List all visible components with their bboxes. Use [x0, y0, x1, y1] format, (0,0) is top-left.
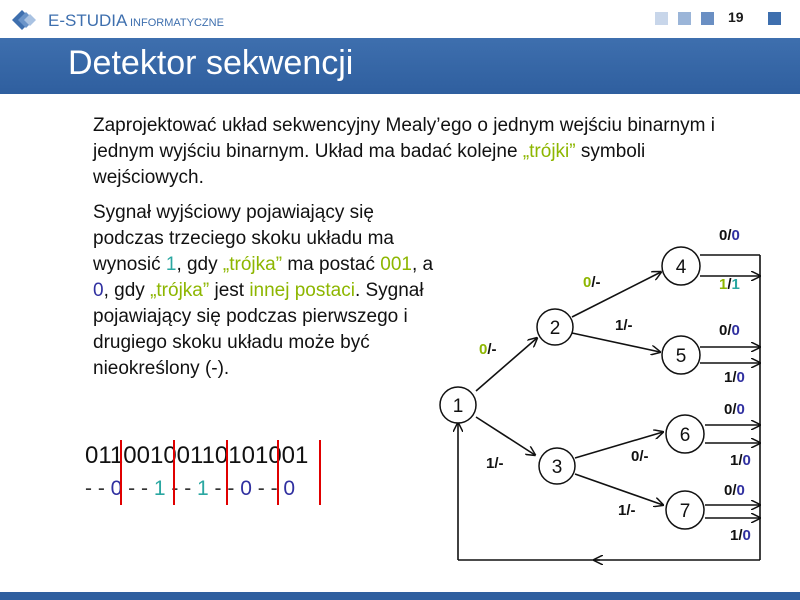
text: , gdy — [176, 254, 223, 275]
sequence-group: 001 — [268, 442, 309, 469]
text: . Sygnał pojawiający się podczas pierwszego i drugiego skoku układu może być nieokreślony (-). — [93, 280, 424, 379]
edge-2-5 — [572, 333, 660, 352]
edge-label: 1/0 — [730, 527, 751, 544]
dashes: - - — [165, 477, 198, 500]
dashes: - - — [85, 477, 111, 500]
text-highlight: „trójki” — [522, 141, 576, 162]
dashes: - - — [251, 477, 284, 500]
output-value: 0 — [283, 477, 296, 500]
sequence-group: 011 — [85, 442, 124, 469]
text: ma postać — [282, 254, 381, 275]
brand-main: E-STUDIA — [48, 11, 128, 30]
edge-label: 1/0 — [724, 369, 745, 386]
state-label: 2 — [549, 318, 561, 339]
text: symboli wejściowych. — [93, 141, 646, 188]
text: , gdy — [103, 280, 151, 301]
dashes: - - — [208, 477, 241, 500]
edge-label: 0/- — [631, 448, 649, 465]
edge-1-3 — [476, 417, 535, 455]
edge-3-6 — [575, 432, 663, 458]
dashes: - - — [122, 477, 154, 500]
output-value: 0 — [240, 477, 252, 500]
text-highlight: 0 — [93, 280, 104, 301]
text-highlight: 1 — [165, 254, 177, 275]
page-number: 19 — [728, 9, 744, 25]
slide-title: Detektor sekwencji — [68, 44, 354, 82]
edge-label: 1/- — [618, 502, 636, 519]
text: Sygnał wyjściowy pojawiający się podczas trzeciego skoku układu ma wynosić — [93, 202, 394, 275]
edge-label: 0/0 — [724, 482, 745, 499]
edge-label: 1/- — [486, 455, 504, 472]
output-value: 1 — [197, 477, 209, 500]
output-value: 0 — [110, 477, 123, 500]
state-label: 5 — [675, 346, 687, 367]
footer-bar — [0, 592, 800, 600]
text: jest — [209, 280, 250, 301]
sequence-group: 101 — [201, 442, 242, 469]
text-highlight: innej postaci — [249, 280, 355, 301]
state-label: 7 — [679, 501, 691, 522]
edge-label: 0/0 — [719, 227, 740, 244]
sequence-group: 001 — [163, 442, 202, 469]
state-label: 6 — [679, 425, 691, 446]
state-label: 3 — [551, 457, 563, 478]
edge-label: 1/1 — [719, 276, 740, 293]
output-value: 1 — [153, 477, 166, 500]
text-highlight: 001 — [380, 254, 412, 275]
text-highlight: „trójka” — [150, 280, 210, 301]
sequence-group: 01 — [241, 442, 269, 469]
edge-label: 0/0 — [719, 322, 740, 339]
text: Zaprojektować układ sekwencyjny Mealy’ego o jednym wejściu binarnym i jednym wyjściu binarnym. Układ ma badać kolejne — [93, 115, 715, 162]
edge-label: 0/- — [479, 341, 497, 358]
edge-label: 0/0 — [724, 401, 745, 418]
state-label: 4 — [675, 257, 687, 278]
edge-label: 1/0 — [730, 452, 751, 469]
text-highlight: „trójka” — [222, 254, 283, 275]
sequence-group: 001 — [123, 442, 164, 469]
edge-label: 1/- — [615, 317, 633, 334]
edge-label: 0/- — [583, 274, 601, 291]
edge-3-7 — [575, 474, 663, 505]
text: , a — [411, 254, 434, 275]
state-label: 1 — [452, 396, 464, 417]
brand-sub: INFORMATYCZNE — [130, 17, 224, 29]
